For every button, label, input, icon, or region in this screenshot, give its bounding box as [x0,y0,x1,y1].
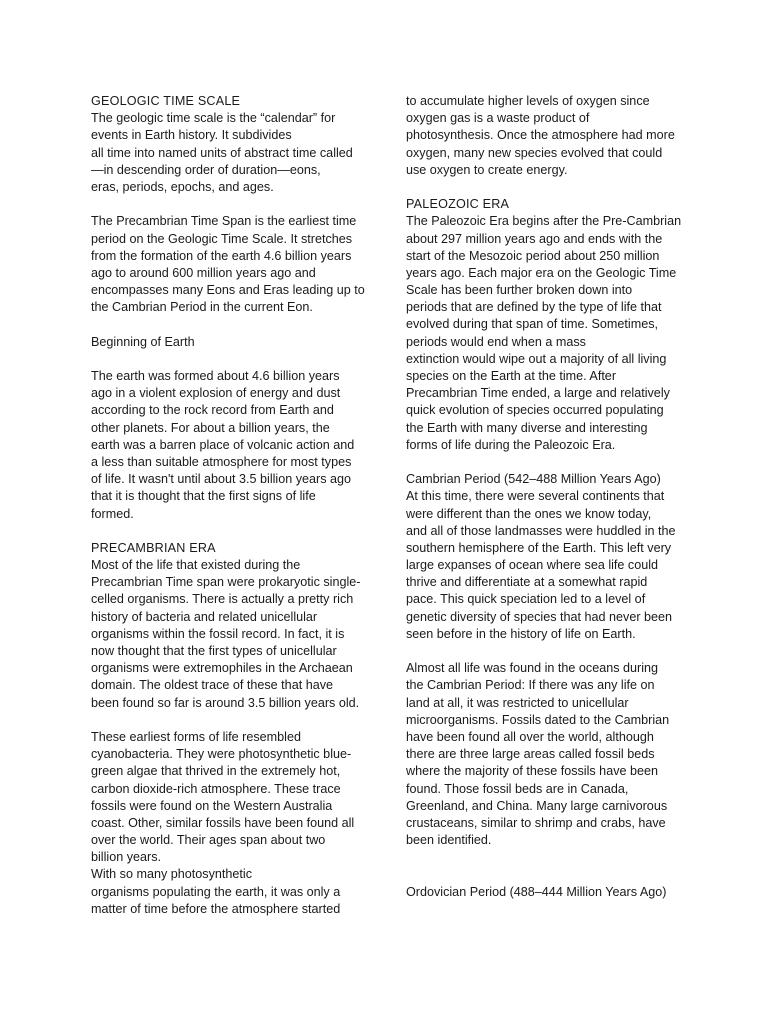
text-line: oxygen gas is a waste product of [406,111,590,126]
paragraph [406,93,682,179]
text-line: seen before in the history of life on Earth. [406,626,636,641]
paragraph-spacer [406,849,682,866]
text-line: other planets. For about a billion years, the [91,420,330,435]
text-line: encompasses many Eons and Eras leading up to [91,283,365,298]
paragraph [406,884,682,901]
text-line: of life. It wasn't until about 3.5 billion years ago [91,472,352,487]
text-line: billion years. [91,850,161,865]
text-line: from the formation of the earth 4.6 billion years [91,248,352,263]
text-line: cyanobacteria. They were photosynthetic blue- [91,747,352,762]
text-line: matter of time before the atmosphere started [91,901,341,916]
paragraph-spacer [91,316,363,333]
text-line: Precambrian Time span were prokaryotic single- [91,575,361,590]
text-line: With so many photosynthetic [91,867,252,882]
text-line: microorganisms. Fossils dated to the Cambrian [406,712,670,727]
text-line: over the world. Their ages span about two [91,833,326,848]
text-line: fossils were found on the Western Australia [91,798,333,813]
text-line: large expanses of ocean where sea life could [406,558,659,573]
right-column [406,93,682,901]
text-line: southern hemisphere of the Earth. This left very [406,540,672,555]
paragraph [406,660,682,849]
text-line: organisms were extremophiles in the Archaean [91,661,353,676]
text-line: extinction would wipe out a majority of all living [406,351,667,366]
text-line: history of bacteria and related unicellular [91,609,318,624]
text-line: formed. [91,506,134,521]
text-line: photosynthesis. Once the atmosphere had more [406,128,675,143]
text-line: domain. The oldest trace of these that have [91,678,333,693]
text-line: have been found all over the world, although [406,729,654,744]
text-line: the Cambrian Period in the current Eon. [91,300,313,315]
text-line: evolved during that span of time. Sometimes, [406,317,659,332]
text-line: been found so far is around 3.5 billion years old. [91,695,360,710]
text-line: celled organisms. There is actually a pretty rich [91,592,354,607]
text-line: Beginning of Earth [91,334,195,349]
text-line: and all of those landmasses were huddled in the [406,523,676,538]
text-line: At this time, there were several continents that [406,489,665,504]
text-line: land at all, it was restricted to unicellular [406,695,629,710]
text-line: The geologic time scale is the “calendar” for [91,111,336,126]
text-line: organisms within the fossil record. In fact, it is [91,626,345,641]
text-line: genetic diversity of species that had never been [406,609,673,624]
paragraph-spacer [406,643,682,660]
text-line: Scale has been further broken down into [406,283,633,298]
paragraph [91,334,363,351]
text-line: organisms populating the earth, it was only a [91,884,341,899]
paragraph [91,729,363,918]
paragraph-spacer [91,351,363,368]
paragraph [406,196,682,454]
text-line: green algae that thrived in the extremely hot, [91,764,341,779]
text-line: Precambrian Time ended, a large and relatively [406,386,670,401]
text-line: years ago. Each major era on the Geologic Time [406,265,677,280]
left-column [91,93,363,918]
text-line: ago to around 600 million years ago and [91,265,316,280]
text-line: pace. This quick speciation led to a level of [406,592,646,607]
text-line: all time into named units of abstract time called [91,145,353,160]
text-line: earth was a barren place of volcanic action and [91,437,355,452]
text-line: start of the Mesozoic period about 250 million [406,248,660,263]
text-line: Almost all life was found in the oceans during [406,661,659,676]
text-line: there are three large areas called fossil beds [406,747,655,762]
paragraph [91,368,363,523]
text-line: Most of the life that existed during the [91,558,301,573]
text-line: found. Those fossil beds are in Canada, [406,781,629,796]
text-line: The earth was formed about 4.6 billion years [91,369,340,383]
text-line: been identified. [406,833,492,848]
text-line: ago in a violent explosion of energy and dust [91,386,341,401]
section-heading: GEOLOGIC TIME SCALE [91,94,241,108]
paragraph-spacer [91,196,363,213]
text-line: Cambrian Period (542–488 Million Years Ago) [406,472,661,487]
text-line: according to the rock record from Earth and [91,403,334,418]
text-line: These earliest forms of life resembled [91,729,301,744]
text-line: coast. Other, similar fossils have been found all [91,815,355,830]
text-line: to accumulate higher levels of oxygen since [406,94,650,108]
paragraph-spacer [91,712,363,729]
text-line: about 297 million years ago and ends with the [406,231,663,246]
text-line: forms of life during the Paleozoic Era. [406,437,616,452]
text-line: thrive and differentiate at a somewhat rapid [406,575,648,590]
text-line: periods would end when a mass [406,334,586,349]
text-line: carbon dioxide-rich atmosphere. These trace [91,781,341,796]
text-line: the Cambrian Period: If there was any life on [406,678,655,693]
text-line: eras, periods, epochs, and ages. [91,179,274,194]
section-heading: PALEOZOIC ERA [406,197,510,212]
text-line: quick evolution of species occurred populating [406,403,664,418]
paragraph-spacer [406,454,682,471]
text-line: Ordovician Period (488–444 Million Years Ago) [406,884,667,899]
text-line: were different than the ones we know today, [406,506,652,521]
section-heading: PRECAMBRIAN ERA [91,540,216,555]
text-line: The Paleozoic Era begins after the Pre-Cambrian [406,214,682,229]
paragraph-spacer [406,866,682,883]
text-line: that it is thought that the first signs of life [91,489,316,504]
text-line: oxygen, many new species evolved that could [406,145,663,160]
paragraph [91,213,363,316]
text-line: a less than suitable atmosphere for most types [91,454,352,469]
text-line: now thought that the first types of unicellular [91,644,337,658]
paragraph [91,540,363,712]
text-line: —in descending order of duration—eons, [91,162,321,177]
text-line: period on the Geologic Time Scale. It stretches [91,231,353,246]
paragraph [406,471,682,643]
text-line: the Earth with many diverse and interesting [406,420,648,435]
text-line: periods that are defined by the type of life that [406,300,662,315]
text-line: species on the Earth at the time. After [406,369,617,383]
text-line: crustaceans, similar to shrimp and crabs, have [406,815,666,830]
text-line: Greenland, and China. Many large carnivorous [406,798,668,813]
text-line: events in Earth history. It subdivides [91,128,292,143]
text-line: where the majority of these fossils have been [406,764,659,779]
paragraph-spacer [91,523,363,540]
text-line: The Precambrian Time Span is the earliest time [91,214,357,229]
paragraph [91,93,363,196]
text-line: use oxygen to create energy. [406,162,568,177]
paragraph-spacer [406,179,682,196]
